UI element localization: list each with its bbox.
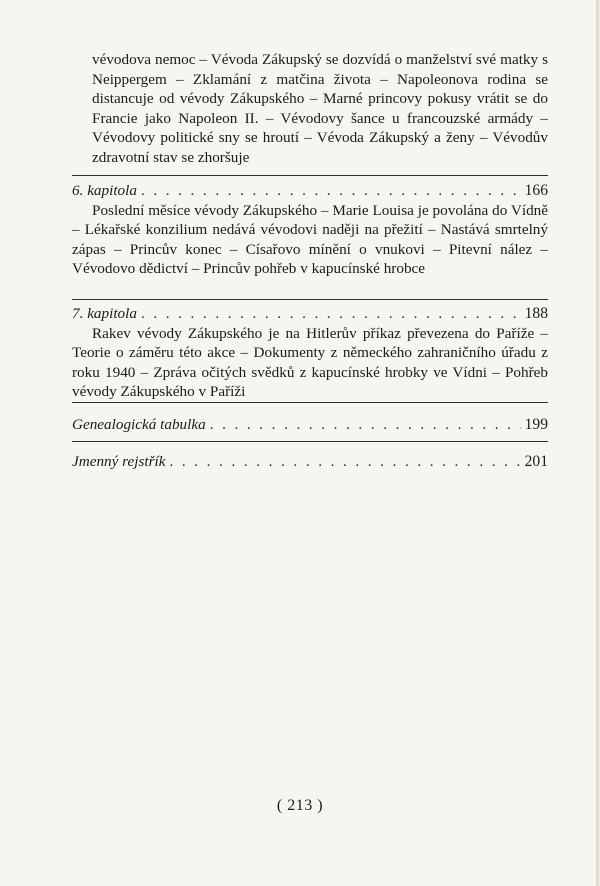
index-title: Jmenný rejstřík xyxy=(72,453,166,470)
toc-entry-chapter-7[interactable] xyxy=(72,304,548,324)
genealogy-page: 199 xyxy=(524,416,548,433)
toc-entry-index[interactable] xyxy=(72,452,548,472)
chapter-7-block xyxy=(72,304,548,402)
toc-entry-genealogy[interactable] xyxy=(72,415,548,435)
dot-leader xyxy=(141,181,521,201)
continuation-block xyxy=(72,50,548,168)
appendix-genealogy-block xyxy=(72,415,548,435)
chapter-7-page: 188 xyxy=(524,305,548,322)
divider-3 xyxy=(72,402,548,403)
toc-entry-chapter-6[interactable] xyxy=(72,181,548,201)
continuation-text: vévodova nemoc – Vévoda Zákupský se dozvídá o manželství své matky s Neippergem – Zklamání z matčina života – Napoleonova rodina se distancuje od vévody Zákupského – Marné princovy pokusy vrátit se do Francie jako Napoleon II. – Vévodovy šance u francouzské armády – Vévodovy politické sny se hroutí – Vévoda Zákupský a ženy – Vévodův zdravotní stav se zhoršuje xyxy=(92,51,548,166)
chapter-6-summary: Poslední měsíce vévody Zákupského – Marie Louisa je povolána do Vídně – Lékařské konzilium nedává vévodovi naději na přežití – Nastává smrtelný zápas – Princův konec – Císařovo mínění o vnukovi – Pitevní nález – Vévodovo dědictví – Princův pohřeb v kapucínské hrobce xyxy=(72,201,548,278)
divider-4 xyxy=(72,441,548,442)
dot-leader xyxy=(210,415,521,435)
appendix-index-block xyxy=(72,452,548,472)
chapter-7-summary: Rakev vévody Zákupského je na Hitlerův příkaz převezena do Paříže – Teorie o záměru této akce – Dokumenty z německého zahraničního úřadu z roku 1940 – Zpráva očitých svědků z kapucínské hrobky ve Vídni – Pohřeb vévody Zákupského v Paříži xyxy=(72,324,548,401)
divider-2 xyxy=(72,299,548,300)
chapter-6-page: 166 xyxy=(524,182,548,199)
index-page: 201 xyxy=(524,453,548,470)
divider-1 xyxy=(72,175,548,176)
genealogy-title: Genealogická tabulka xyxy=(72,416,206,433)
dot-leader xyxy=(141,304,521,324)
chapter-6-block xyxy=(72,181,548,279)
dot-leader xyxy=(169,452,520,472)
chapter-7-title: 7. kapitola xyxy=(72,305,137,322)
page-number: ( 213 ) xyxy=(276,797,324,814)
chapter-6-title: 6. kapitola xyxy=(72,182,137,199)
